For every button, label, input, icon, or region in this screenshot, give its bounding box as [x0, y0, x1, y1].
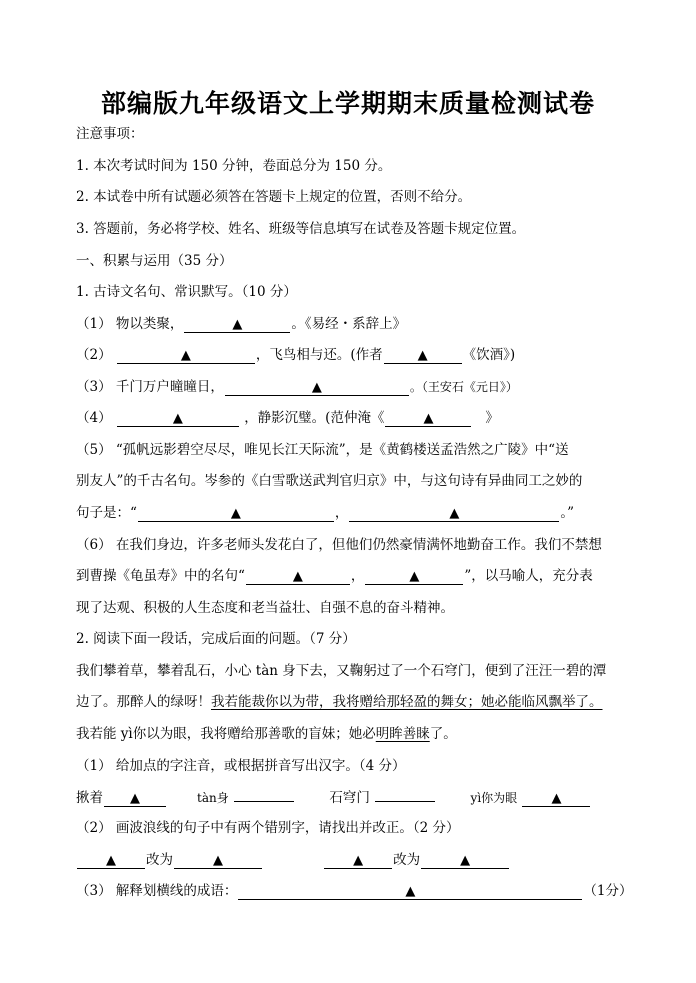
- notice-item-2: 2. 本试卷中所有试题必须答在答题卡上规定的位置，否则不给分。: [76, 189, 472, 205]
- q2-p3-c: 了。: [429, 726, 457, 742]
- word-4: yì你为眼: [470, 791, 518, 805]
- triangle-marker-icon: ▲: [172, 411, 183, 426]
- answer-blank[interactable]: [349, 507, 559, 522]
- answer-blank[interactable]: [324, 854, 392, 869]
- triangle-marker-icon: ▲: [460, 853, 471, 868]
- q2-sub1-answers: [76, 787, 636, 808]
- q1-2-label: （2）: [76, 347, 112, 363]
- q1-5-c2: ，: [334, 505, 349, 521]
- section-heading: 一、积累与运用（35 分）: [76, 253, 233, 269]
- triangle-marker-icon: ▲: [417, 348, 428, 363]
- answer-blank[interactable]: [234, 787, 294, 802]
- q1-5-line-b: 别友人”的千古名句。岑参的《白雪歌送武判官归京》中，与这句诗有异曲同工之妙的: [76, 473, 583, 489]
- gaiwei-label: 改为: [146, 852, 173, 868]
- triangle-marker-icon: ▲: [213, 853, 223, 868]
- q2-idiom: 明眸善睐: [375, 726, 430, 742]
- answer-blank[interactable]: [174, 854, 262, 869]
- q1-6-b2: ，: [350, 568, 365, 584]
- triangle-marker-icon: ▲: [409, 569, 420, 584]
- triangle-marker-icon: ▲: [292, 569, 303, 584]
- q1-1-tail: 。《易经・系辞上》: [291, 316, 407, 332]
- q2-passage-1: 我们攀着草，攀着乱石，小心 tàn 身下去，又鞠躬过了一个石穹门，便到了汪汪一碧的潭: [76, 663, 607, 679]
- answer-blank[interactable]: [246, 570, 350, 585]
- q2-sub2: （2） 画波浪线的句子中有两个错别字，请找出并改正。（2 分）: [76, 820, 460, 836]
- q1-2-mid: ，飞鸟相与还。(作者: [255, 347, 383, 363]
- q1-6-line-b: [76, 566, 636, 586]
- answer-blank[interactable]: [117, 412, 239, 427]
- q1-stem: 1. 古诗文名句、常识默写。（10 分）: [76, 284, 297, 300]
- answer-blank[interactable]: [365, 570, 463, 585]
- q1-4-tail: 》: [485, 410, 499, 426]
- q1-5-c1: 句子是：“: [76, 505, 137, 521]
- triangle-marker-icon: ▲: [311, 380, 322, 395]
- q1-6-b1: 到曹操《龟虽寿》中的名句“: [76, 568, 245, 584]
- triangle-marker-icon: ▲: [423, 411, 434, 426]
- q1-line-1: [76, 314, 636, 334]
- q1-6-line-c: 现了达观、积极的人生态度和老当益壮、自强不息的奋斗精神。: [76, 600, 454, 616]
- triangle-marker-icon: ▲: [130, 791, 140, 806]
- answer-blank[interactable]: [522, 792, 590, 807]
- word-1: 揪着: [76, 790, 103, 806]
- answer-blank[interactable]: [104, 792, 166, 807]
- q1-3-tail: 。（王安石《元日》）: [409, 380, 518, 394]
- page-title: 部编版九年级语文上学期期末质量检测试卷: [100, 89, 595, 118]
- q2-sub1: （1） 给加点的字注音，或根据拼音写出汉字。（4 分）: [76, 758, 406, 774]
- q1-line-4: [76, 408, 636, 428]
- q2-sub3-score: （1分）: [583, 883, 633, 899]
- q2-passage-3: [76, 724, 636, 744]
- q2-passage-2: [76, 692, 636, 712]
- q1-2-tail: 《饮酒》): [462, 347, 516, 363]
- q1-6-b3: ”，以马喻人，充分表: [464, 568, 593, 584]
- triangle-marker-icon: ▲: [551, 791, 562, 806]
- answer-blank[interactable]: [225, 381, 409, 396]
- triangle-marker-icon: ▲: [232, 317, 243, 332]
- q1-6-line-a: （6） 在我们身边，许多老师头发花白了，但他们仍然豪情满怀地勤奋工作。我们不禁想: [76, 537, 602, 553]
- notice-item-3: 3. 答题前，务必将学校、姓名、班级等信息填写在试卷及答题卡规定位置。: [76, 221, 526, 237]
- q2-p3-a: 我若能 yì你以为眼，我将赠给那善歌的盲妹；她必: [76, 726, 376, 742]
- triangle-marker-icon: ▲: [180, 348, 191, 363]
- answer-blank[interactable]: [421, 854, 509, 869]
- answer-blank[interactable]: [117, 349, 255, 364]
- q1-5-c3: 。”: [560, 505, 575, 521]
- gaiwei-label: 改为: [393, 852, 421, 868]
- triangle-marker-icon: ▲: [405, 884, 416, 899]
- q2-wavy-sentence: 我若能裁你以为带，我将赠给那轻盈的舞女；她必能临风飘举了。: [211, 694, 603, 710]
- answer-blank[interactable]: [375, 787, 435, 802]
- q1-5-line-c: [76, 503, 636, 523]
- word-3: 石穹门: [329, 790, 370, 806]
- answer-blank[interactable]: [138, 507, 334, 522]
- q1-4-label: （4）: [76, 410, 112, 426]
- q2-stem: 2. 阅读下面一段话，完成后面的问题。（7 分）: [76, 631, 356, 647]
- answer-blank[interactable]: [77, 854, 145, 869]
- notice-header: 注意事项：: [76, 126, 144, 142]
- q2-p2-a: 边了。那醉人的绿呀！: [76, 694, 211, 710]
- answer-blank[interactable]: [184, 318, 290, 333]
- answer-blank[interactable]: [238, 885, 582, 900]
- answer-blank[interactable]: [385, 412, 471, 427]
- triangle-marker-icon: ▲: [449, 506, 460, 521]
- triangle-marker-icon: ▲: [353, 853, 364, 868]
- q1-3-label: （3） 千门万户曈曈日，: [76, 379, 224, 395]
- q1-line-2: [76, 345, 636, 365]
- triangle-marker-icon: ▲: [230, 506, 241, 521]
- answer-blank[interactable]: [384, 349, 462, 364]
- q2-sub2-answers: [76, 850, 636, 870]
- q1-1-label: （1） 物以类聚，: [76, 316, 184, 332]
- q2-sub3: [76, 881, 636, 901]
- notice-item-1: 1. 本次考试时间为 150 分钟，卷面总分为 150 分。: [76, 158, 392, 174]
- word-2: tàn身: [197, 791, 229, 805]
- q2-sub3-label: （3） 解释划横线的成语：: [76, 883, 238, 899]
- q1-line-3: [76, 377, 636, 397]
- q1-5-line-a: （5） “孤帆远影碧空尽尽，唯见长江天际流”，是《黄鹤楼送孟浩然之广陵》中“送: [76, 442, 569, 458]
- triangle-marker-icon: ▲: [106, 853, 116, 868]
- q1-4-mid: ，静影沉璧。(范仲淹《: [244, 410, 385, 426]
